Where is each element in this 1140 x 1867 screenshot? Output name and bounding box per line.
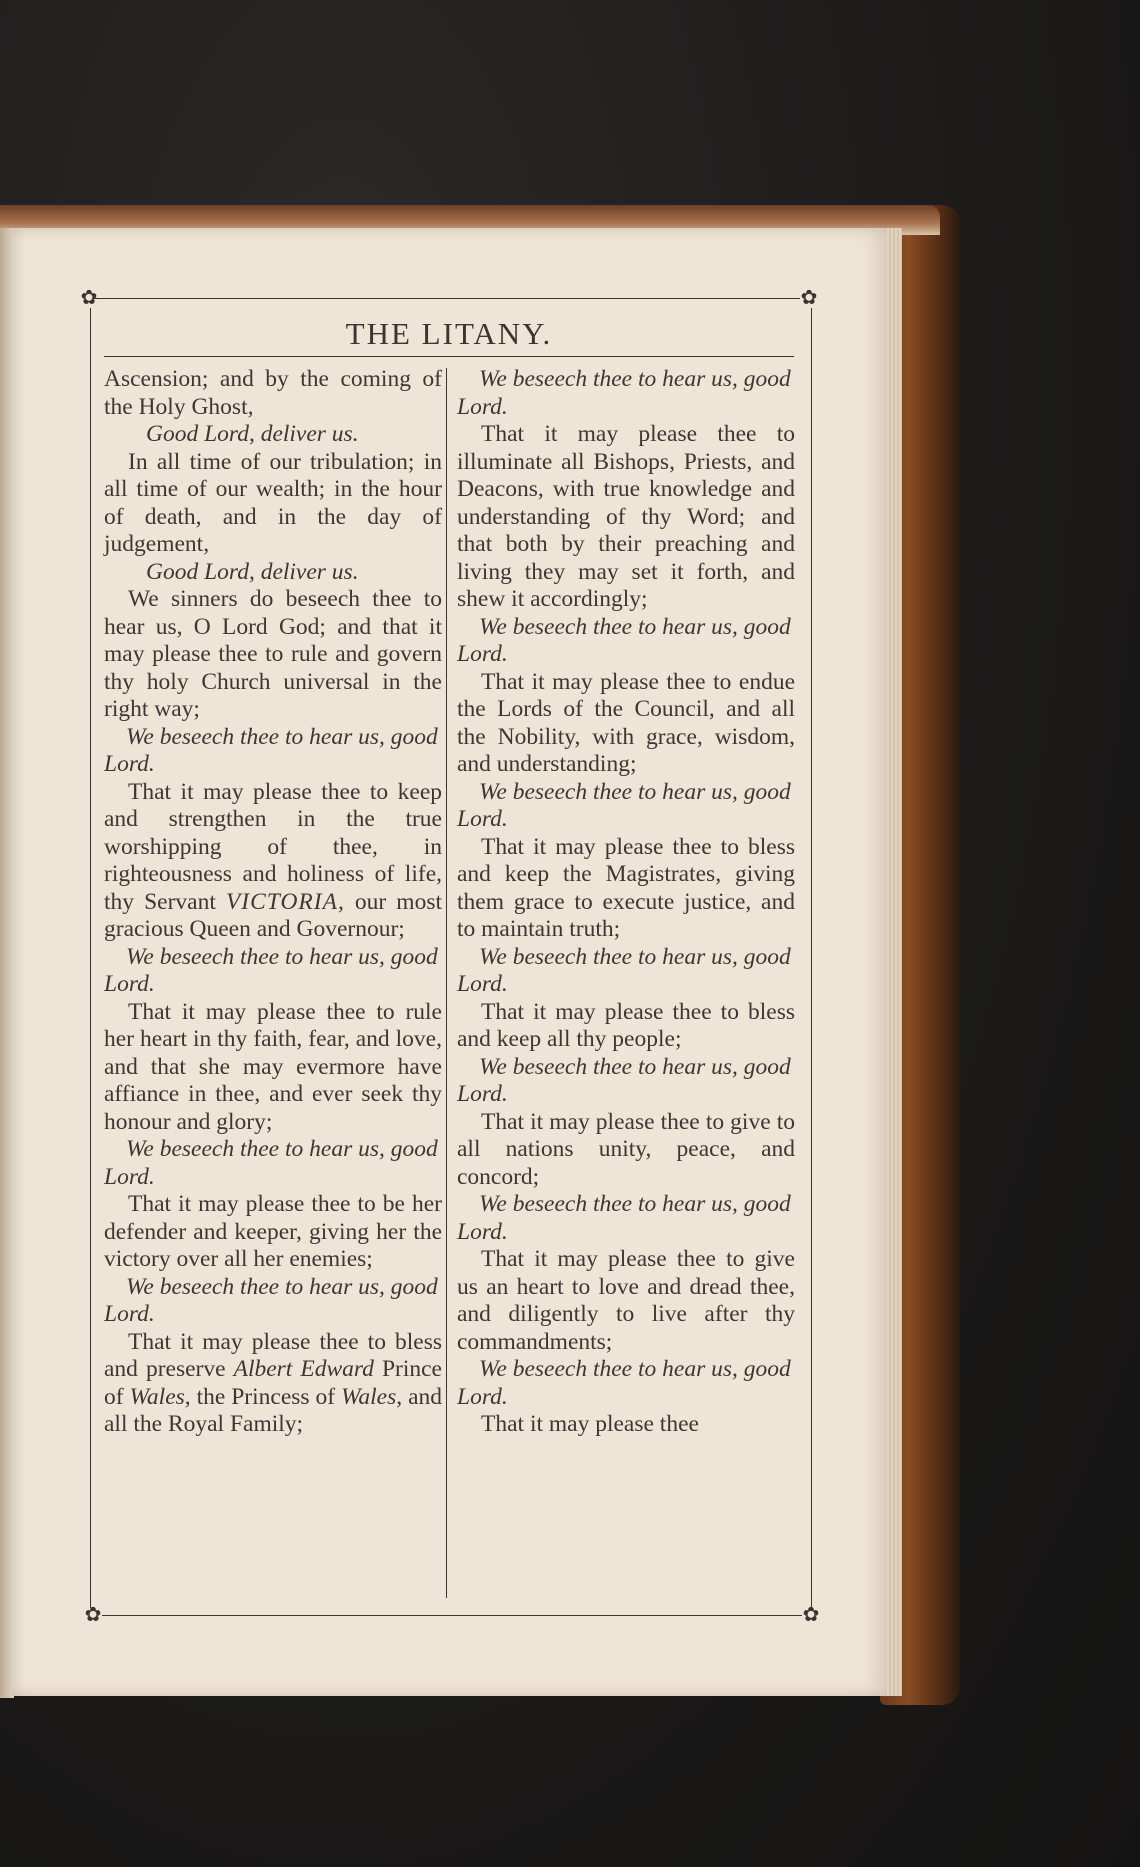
corner-ornament-icon: ✿ bbox=[802, 1602, 820, 1626]
corner-ornament-icon: ✿ bbox=[800, 285, 818, 309]
response-line: We beseech thee to hear us, good Lord. bbox=[104, 1273, 438, 1327]
paragraph-text: our most gracious Queen and Governour; bbox=[104, 888, 442, 942]
response-line: We beseech thee to hear us, good Lord. bbox=[457, 1356, 791, 1410]
text-paragraph: That it may please thee to bless and keep all thy people; bbox=[457, 998, 795, 1052]
paragraph-text: That it may please thee to bless and preserve bbox=[104, 1328, 442, 1382]
column-divider bbox=[446, 368, 447, 1598]
place-name: Wales bbox=[340, 1383, 397, 1410]
response-line: We beseech thee to hear us, good Lord. bbox=[104, 943, 438, 997]
page-title: THE LITANY. bbox=[345, 316, 553, 351]
response-line: We beseech thee to hear us, good Lord. bbox=[457, 943, 791, 997]
text-paragraph: In all time of our tribulation; in all time of our wealth; in the hour of death, and in the day of judgement, bbox=[104, 448, 442, 557]
response-line: We beseech thee to hear us, good Lord. bbox=[457, 613, 791, 667]
text-paragraph: That it may please thee to give to all nations unity, peace, and concord; bbox=[457, 1108, 795, 1190]
text-paragraph: That it may please thee to bless and keep the Magistrates, giving them grace to execute justice, and to maintain truth; bbox=[457, 833, 795, 942]
frame-right-rule bbox=[811, 308, 812, 1608]
text-paragraph: That it may please thee to give us an heart to love and dread thee, and diligently to live after thy commandments; bbox=[457, 1246, 795, 1355]
text-paragraph bbox=[104, 779, 442, 944]
paragraph-text: , the Princess of bbox=[184, 1383, 341, 1410]
paragraph-text: That it may please thee to keep and strengthen in the true worshipping of thee, in righteousness and holiness of life, thy Servant bbox=[104, 778, 442, 915]
header-rule bbox=[104, 356, 794, 357]
text-paragraph: That it may please thee to endue the Lords of the Council, and all the Nobility, with grace, wisdom, and understanding; bbox=[457, 668, 795, 777]
response-line: Good Lord, deliver us. bbox=[146, 558, 359, 585]
text-paragraph bbox=[104, 1329, 442, 1439]
response-line: We beseech thee to hear us, good Lord. bbox=[457, 1053, 791, 1107]
response-line: We beseech thee to hear us, good Lord. bbox=[457, 778, 791, 832]
response-line: We beseech thee to hear us, good Lord. bbox=[457, 1191, 791, 1245]
response-line: We beseech thee to hear us, good Lord. bbox=[104, 723, 438, 777]
frame-top-rule bbox=[92, 298, 800, 299]
place-name: Wales bbox=[129, 1383, 185, 1410]
paragraph-text: Prince of bbox=[104, 1356, 442, 1410]
sovereign-name: VICTORIA, bbox=[225, 888, 345, 915]
text-paragraph: Ascension; and by the coming of the Holy Ghost, bbox=[104, 366, 442, 420]
frame-bottom-rule bbox=[102, 1615, 802, 1616]
text-paragraph: That it may please thee to be her defender and keeper, giving her the victory over all her enemies; bbox=[104, 1191, 442, 1272]
right-column bbox=[457, 366, 795, 1439]
left-column bbox=[104, 366, 442, 1439]
frame-left-rule bbox=[90, 308, 91, 1608]
response-line: We beseech thee to hear us, good Lord. bbox=[457, 366, 791, 420]
corner-ornament-icon: ✿ bbox=[84, 1602, 102, 1626]
response-line: We beseech thee to hear us, good Lord. bbox=[104, 1136, 438, 1190]
royal-name: Albert Edward bbox=[233, 1356, 374, 1382]
text-paragraph: That it may please thee bbox=[481, 1411, 699, 1437]
corner-ornament-icon: ✿ bbox=[80, 285, 98, 309]
text-paragraph: That it may please thee to illuminate all Bishops, Priests, and Deacons, with true knowledge and understanding of thy Word; and that both by their preaching and living they may set it forth, and shew it accordingly; bbox=[457, 421, 795, 612]
paragraph-text: , and all the Royal Family; bbox=[104, 1383, 442, 1437]
response-line: Good Lord, deliver us. bbox=[146, 421, 359, 447]
text-paragraph: That it may please thee to rule her heart in thy faith, fear, and love, and that she may evermore have affiance in thee, and ever seek thy honour and glory; bbox=[104, 998, 442, 1135]
text-paragraph: We sinners do beseech thee to hear us, O Lord God; and that it may please thee to rule and govern thy holy Church universal in the right way; bbox=[104, 586, 442, 722]
